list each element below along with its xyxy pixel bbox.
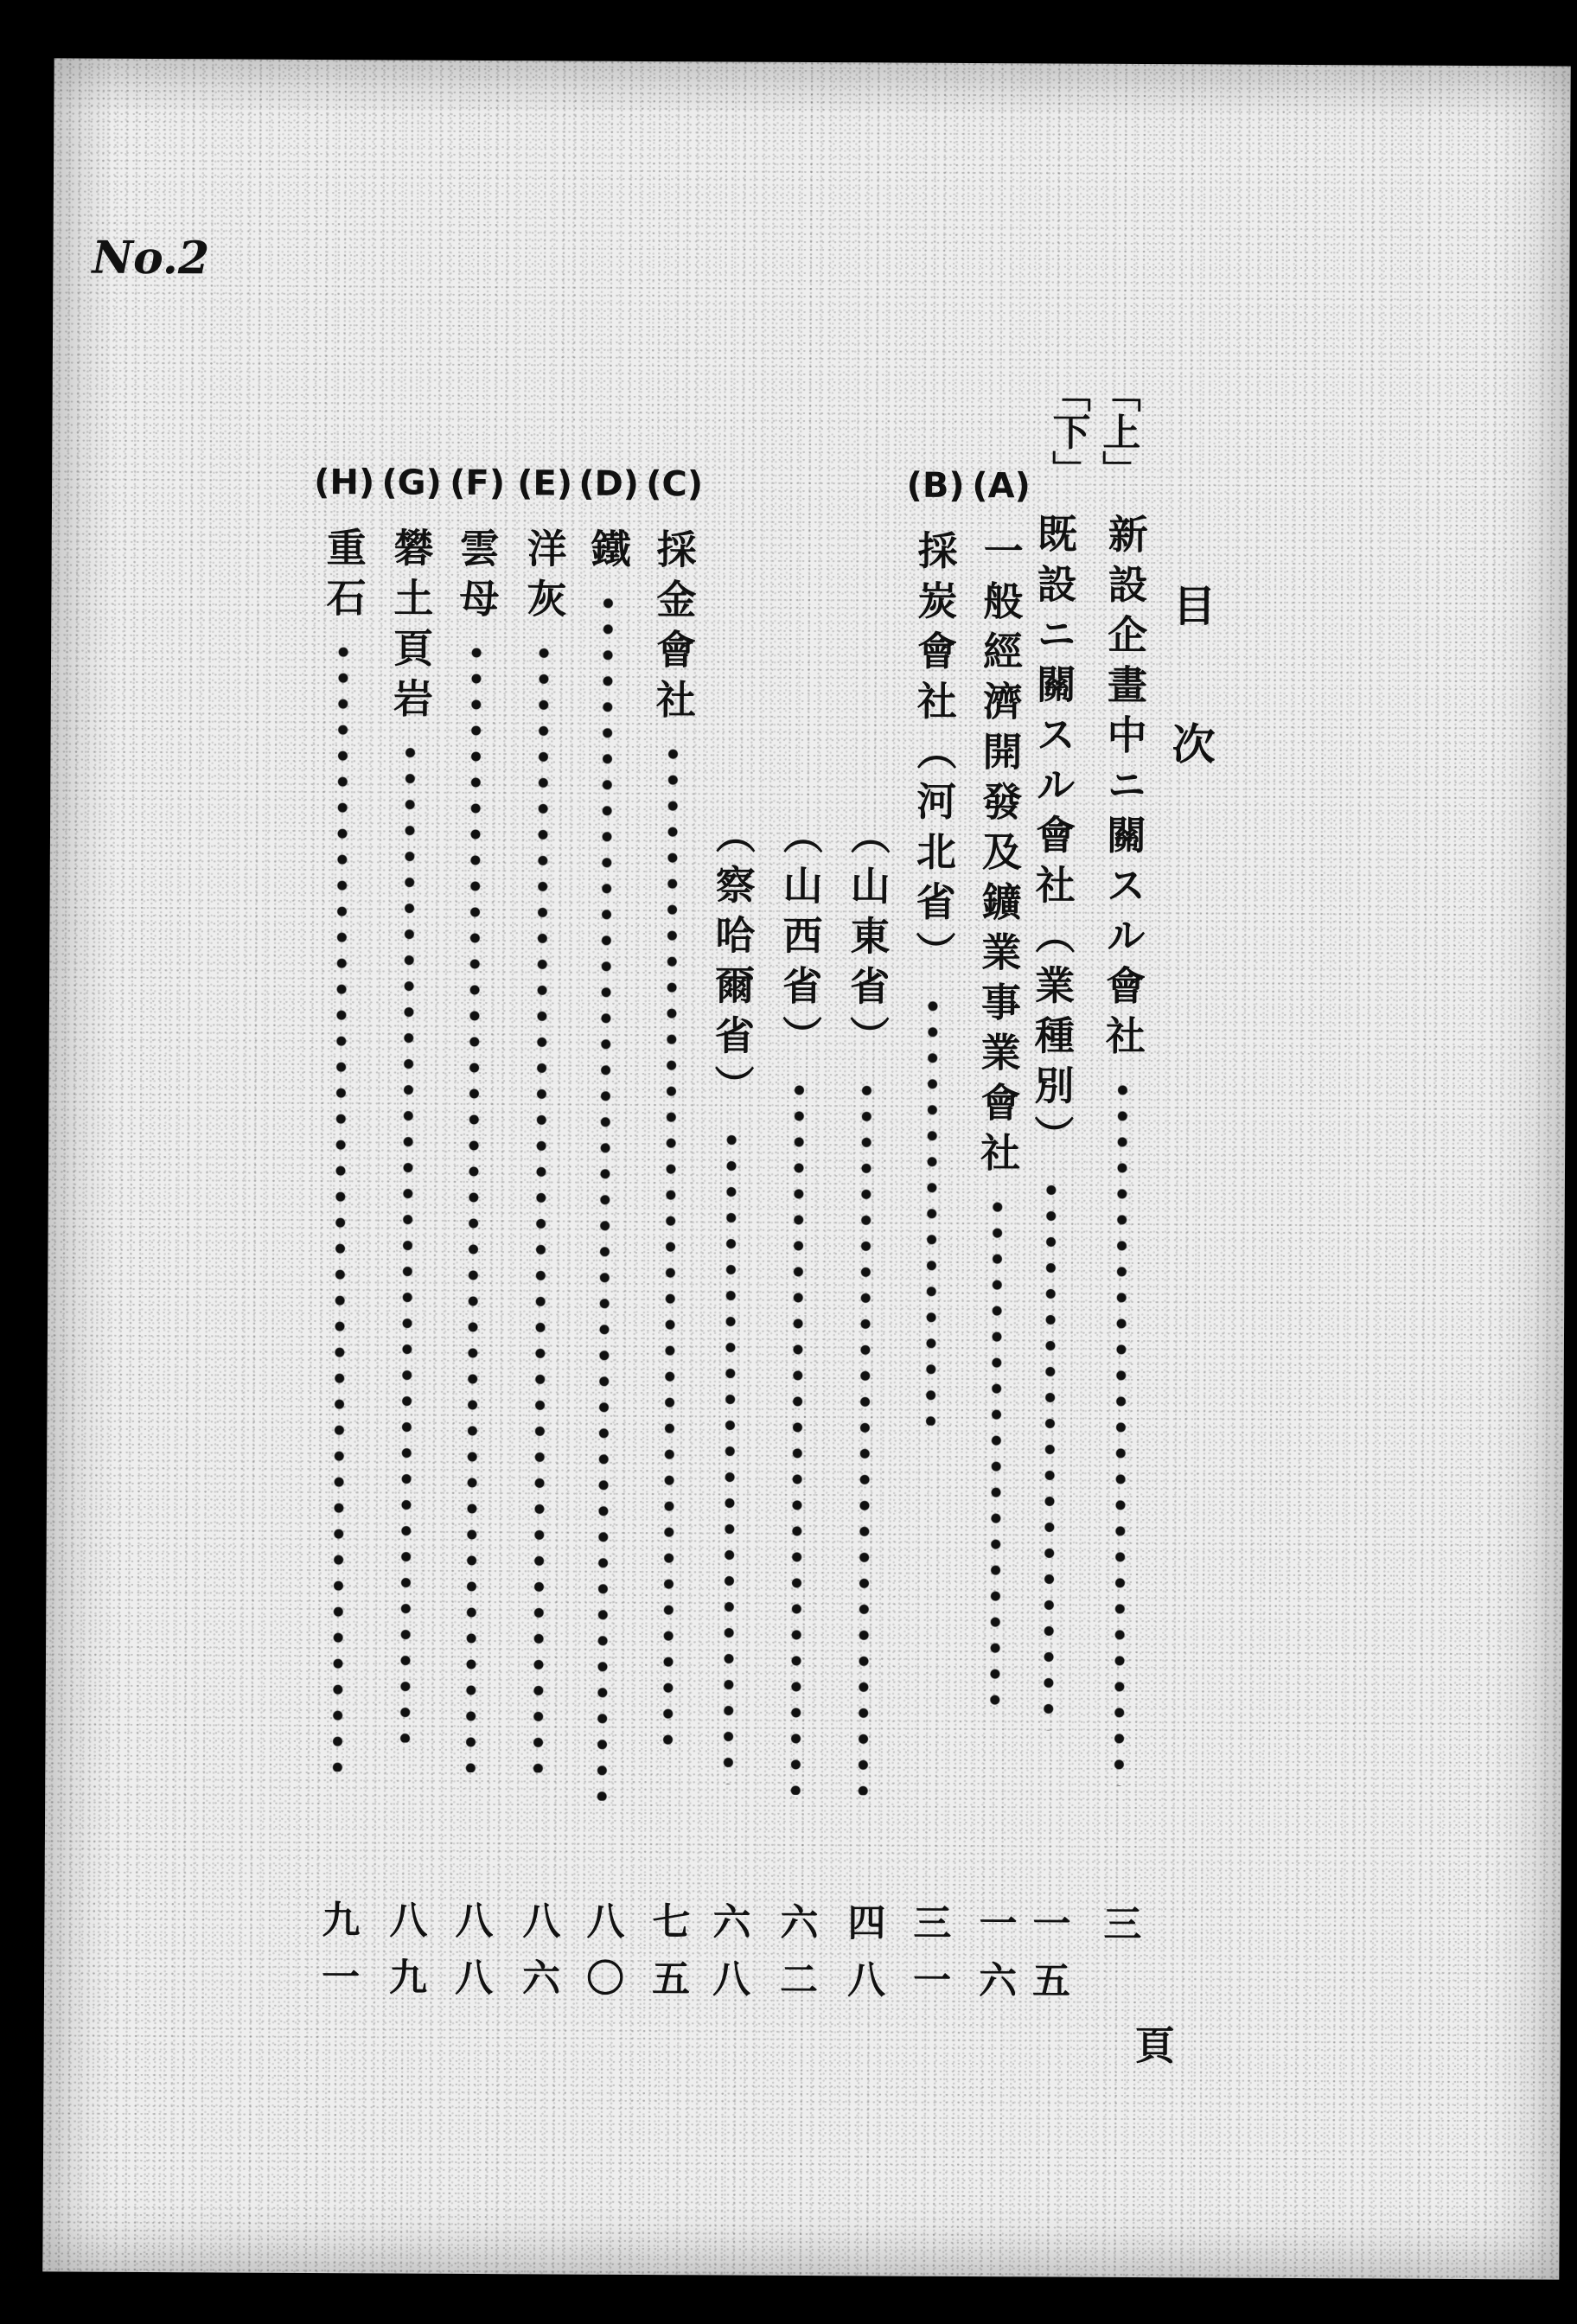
page-number: No.2 bbox=[92, 231, 210, 285]
entry-page-number: 七五 bbox=[644, 1901, 690, 2016]
toc-entry bbox=[700, 814, 761, 1784]
dot-leader bbox=[596, 591, 614, 1801]
dot-leader bbox=[661, 741, 679, 1753]
toc-entry bbox=[510, 463, 572, 1772]
toc-entry bbox=[768, 814, 828, 1795]
entry-label: (B) bbox=[906, 465, 965, 506]
entry-text: 礬土頁岩 bbox=[386, 527, 435, 728]
dot-leader bbox=[1043, 1177, 1057, 1730]
dot-leader bbox=[857, 1077, 872, 1795]
toc-entry bbox=[574, 463, 640, 1801]
entry-page-number: 八六 bbox=[514, 1900, 560, 2015]
dot-leader bbox=[532, 640, 550, 1772]
entry-page-number: 一五 bbox=[1025, 1903, 1070, 2018]
dot-leader bbox=[924, 993, 939, 1426]
dot-leader bbox=[1113, 1077, 1128, 1786]
entry-page-number: 八九 bbox=[381, 1899, 427, 2014]
page-column-label: 頁 bbox=[1134, 2022, 1175, 2070]
entry-label: (C) bbox=[646, 464, 704, 505]
entry-label: (G) bbox=[381, 463, 442, 503]
dot-leader bbox=[722, 1127, 737, 1784]
toc-entry bbox=[1021, 513, 1082, 1730]
entry-text: 雲母 bbox=[453, 527, 501, 629]
entry-page-number: 六八 bbox=[705, 1901, 750, 2016]
toc-entry bbox=[967, 466, 1030, 1713]
entry-label: (H) bbox=[314, 463, 375, 503]
entry-text: 新設企畫中ニ關スル會社 bbox=[1099, 513, 1149, 1066]
entry-page-number: 一六 bbox=[971, 1903, 1017, 2018]
toc-entry bbox=[903, 466, 963, 1426]
entry-text: （山西省） bbox=[776, 814, 825, 1066]
entry-page-number: 四八 bbox=[840, 1902, 885, 2017]
entry-page-number: 九一 bbox=[314, 1899, 360, 2014]
toc-entry bbox=[378, 463, 440, 1742]
dot-leader bbox=[399, 740, 417, 1743]
entry-page-number: 三一 bbox=[905, 1902, 951, 2017]
toc-entry bbox=[835, 814, 896, 1795]
dot-leader bbox=[789, 1077, 805, 1795]
toc-entry bbox=[640, 464, 702, 1753]
toc-heading: 目次 bbox=[1164, 583, 1217, 860]
entry-text: 重石 bbox=[320, 527, 367, 628]
entry-text: 採炭會社（河北省） bbox=[910, 529, 959, 981]
entry-label: (E) bbox=[517, 463, 573, 504]
toc-entry bbox=[443, 463, 505, 1772]
part-mark-lower: 「下」 bbox=[1045, 374, 1090, 488]
entry-text: 鐵 bbox=[584, 527, 632, 578]
entry-text: 既設ニ關スル會社（業種別） bbox=[1028, 513, 1078, 1165]
entry-text: 採金會社 bbox=[649, 528, 698, 730]
entry-text: 一般經濟開發及鑛業事業會社 bbox=[974, 530, 1025, 1183]
dot-leader bbox=[989, 1194, 1004, 1713]
entry-label: (D) bbox=[578, 463, 640, 504]
toc-entry bbox=[310, 463, 375, 1772]
dot-leader bbox=[464, 640, 482, 1772]
entry-text: 洋灰 bbox=[520, 527, 568, 629]
entry-text: （察哈爾省） bbox=[708, 814, 757, 1115]
entry-text: （山東省） bbox=[843, 814, 892, 1066]
entry-page-number: 六二 bbox=[772, 1901, 818, 2017]
part-mark-upper: 「上」 bbox=[1095, 374, 1140, 489]
document-page bbox=[42, 58, 1570, 2279]
dot-leader bbox=[331, 639, 349, 1772]
toc-entry bbox=[1091, 514, 1153, 1786]
entry-page-number: 八〇 bbox=[578, 1900, 624, 2015]
entry-page-number: 三 bbox=[1096, 1903, 1141, 1962]
entry-label: (A) bbox=[972, 465, 1031, 507]
entry-page-number: 八八 bbox=[447, 1899, 493, 2015]
entry-label: (F) bbox=[450, 463, 506, 504]
